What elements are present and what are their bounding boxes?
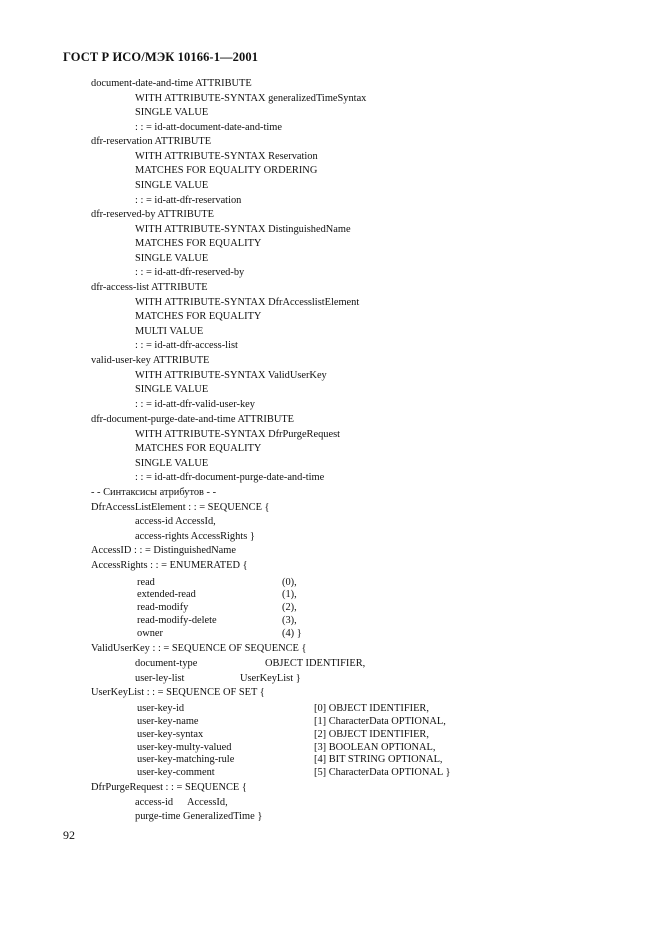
- code-line: : : = id-att-dfr-reservation: [135, 195, 242, 206]
- code-line: dfr-access-list ATTRIBUTE: [91, 282, 208, 293]
- code-line: AccessRights : : = ENUMERATED {: [91, 560, 248, 571]
- code-line: MATCHES FOR EQUALITY: [135, 443, 262, 454]
- set-item-name: user-key-multy-valued: [137, 742, 232, 753]
- set-item-name: user-key-name: [137, 716, 199, 727]
- page-number: 92: [63, 828, 75, 842]
- set-item-type: [2] OBJECT IDENTIFIER,: [314, 729, 429, 740]
- enum-item-name: read: [137, 577, 155, 588]
- code-line: UserKeyList : : = SEQUENCE OF SET {: [91, 687, 265, 698]
- code-line: WITH ATTRIBUTE-SYNTAX generalizedTimeSyntax: [135, 93, 367, 104]
- field-type: AccessId,: [187, 797, 228, 808]
- code-line: MULTI VALUE: [135, 326, 204, 337]
- code-line: SINGLE VALUE: [135, 253, 209, 264]
- code-line: WITH ATTRIBUTE-SYNTAX Reservation: [135, 151, 318, 162]
- field-type: OBJECT IDENTIFIER,: [265, 658, 366, 669]
- code-line: DfrPurgeRequest : : = SEQUENCE {: [91, 782, 247, 793]
- enum-item-value: (1),: [282, 589, 297, 600]
- set-item-name: user-key-id: [137, 703, 185, 714]
- set-item-name: user-key-comment: [137, 767, 215, 778]
- enum-item-name: owner: [137, 628, 163, 639]
- code-line: WITH ATTRIBUTE-SYNTAX DistinguishedName: [135, 224, 351, 235]
- code-line: : : = id-att-dfr-access-list: [135, 340, 238, 351]
- code-line: AccessID : : = DistinguishedName: [91, 545, 236, 556]
- field-name: user-ley-list: [135, 673, 185, 684]
- code-line: MATCHES FOR EQUALITY: [135, 311, 262, 322]
- set-item-type: [4] BIT STRING OPTIONAL,: [314, 754, 443, 765]
- enum-item-value: (2),: [282, 602, 297, 613]
- enum-item-value: (0),: [282, 577, 297, 588]
- code-line: SINGLE VALUE: [135, 458, 209, 469]
- set-item-name: user-key-syntax: [137, 729, 204, 740]
- code-line: ValidUserKey : : = SEQUENCE OF SEQUENCE {: [91, 643, 307, 654]
- enum-item-value: (4) }: [282, 628, 302, 639]
- code-line: valid-user-key ATTRIBUTE: [91, 355, 210, 366]
- code-line: : : = id-att-dfr-valid-user-key: [135, 399, 255, 410]
- code-line: MATCHES FOR EQUALITY: [135, 238, 262, 249]
- code-comment: - - Синтаксисы атрибутов - -: [91, 487, 217, 498]
- set-item-type: [5] CharacterData OPTIONAL }: [314, 767, 451, 778]
- code-line: WITH ATTRIBUTE-SYNTAX ValidUserKey: [135, 370, 327, 381]
- set-item-type: [3] BOOLEAN OPTIONAL,: [314, 742, 436, 753]
- code-line: MATCHES FOR EQUALITY ORDERING: [135, 165, 318, 176]
- code-line: dfr-document-purge-date-and-time ATTRIBUTE: [91, 414, 295, 425]
- code-line: SINGLE VALUE: [135, 180, 209, 191]
- code-line: access-id AccessId,: [135, 516, 216, 527]
- code-line: WITH ATTRIBUTE-SYNTAX DfrAccesslistElement: [135, 297, 360, 308]
- field-type: UserKeyList }: [240, 673, 301, 684]
- code-line: DfrAccessListElement : : = SEQUENCE {: [91, 502, 270, 513]
- enum-item-value: (3),: [282, 615, 297, 626]
- field-name: document-type: [135, 658, 198, 669]
- code-line: purge-time GeneralizedTime }: [135, 811, 263, 822]
- code-line: : : = id-att-dfr-document-purge-date-and-time: [135, 472, 325, 483]
- field-name: access-id: [135, 797, 174, 808]
- code-line: access-rights AccessRights }: [135, 531, 255, 542]
- code-line: dfr-reserved-by ATTRIBUTE: [91, 209, 214, 220]
- enum-item-name: read-modify-delete: [137, 615, 217, 626]
- code-line: document-date-and-time ATTRIBUTE: [91, 78, 252, 89]
- code-line: SINGLE VALUE: [135, 384, 209, 395]
- set-item-type: [1] CharacterData OPTIONAL,: [314, 716, 446, 727]
- code-line: : : = id-att-document-date-and-time: [135, 122, 282, 133]
- enum-item-name: read-modify: [137, 602, 189, 613]
- document-header: ГОСТ Р ИСО/МЭК 10166-1—2001: [63, 50, 259, 64]
- code-line: SINGLE VALUE: [135, 107, 209, 118]
- code-line: dfr-reservation ATTRIBUTE: [91, 136, 212, 147]
- enum-item-name: extended-read: [137, 589, 196, 600]
- set-item-type: [0] OBJECT IDENTIFIER,: [314, 703, 429, 714]
- set-item-name: user-key-matching-rule: [137, 754, 235, 765]
- code-line: WITH ATTRIBUTE-SYNTAX DfrPurgeRequest: [135, 429, 341, 440]
- code-line: : : = id-att-dfr-reserved-by: [135, 267, 245, 278]
